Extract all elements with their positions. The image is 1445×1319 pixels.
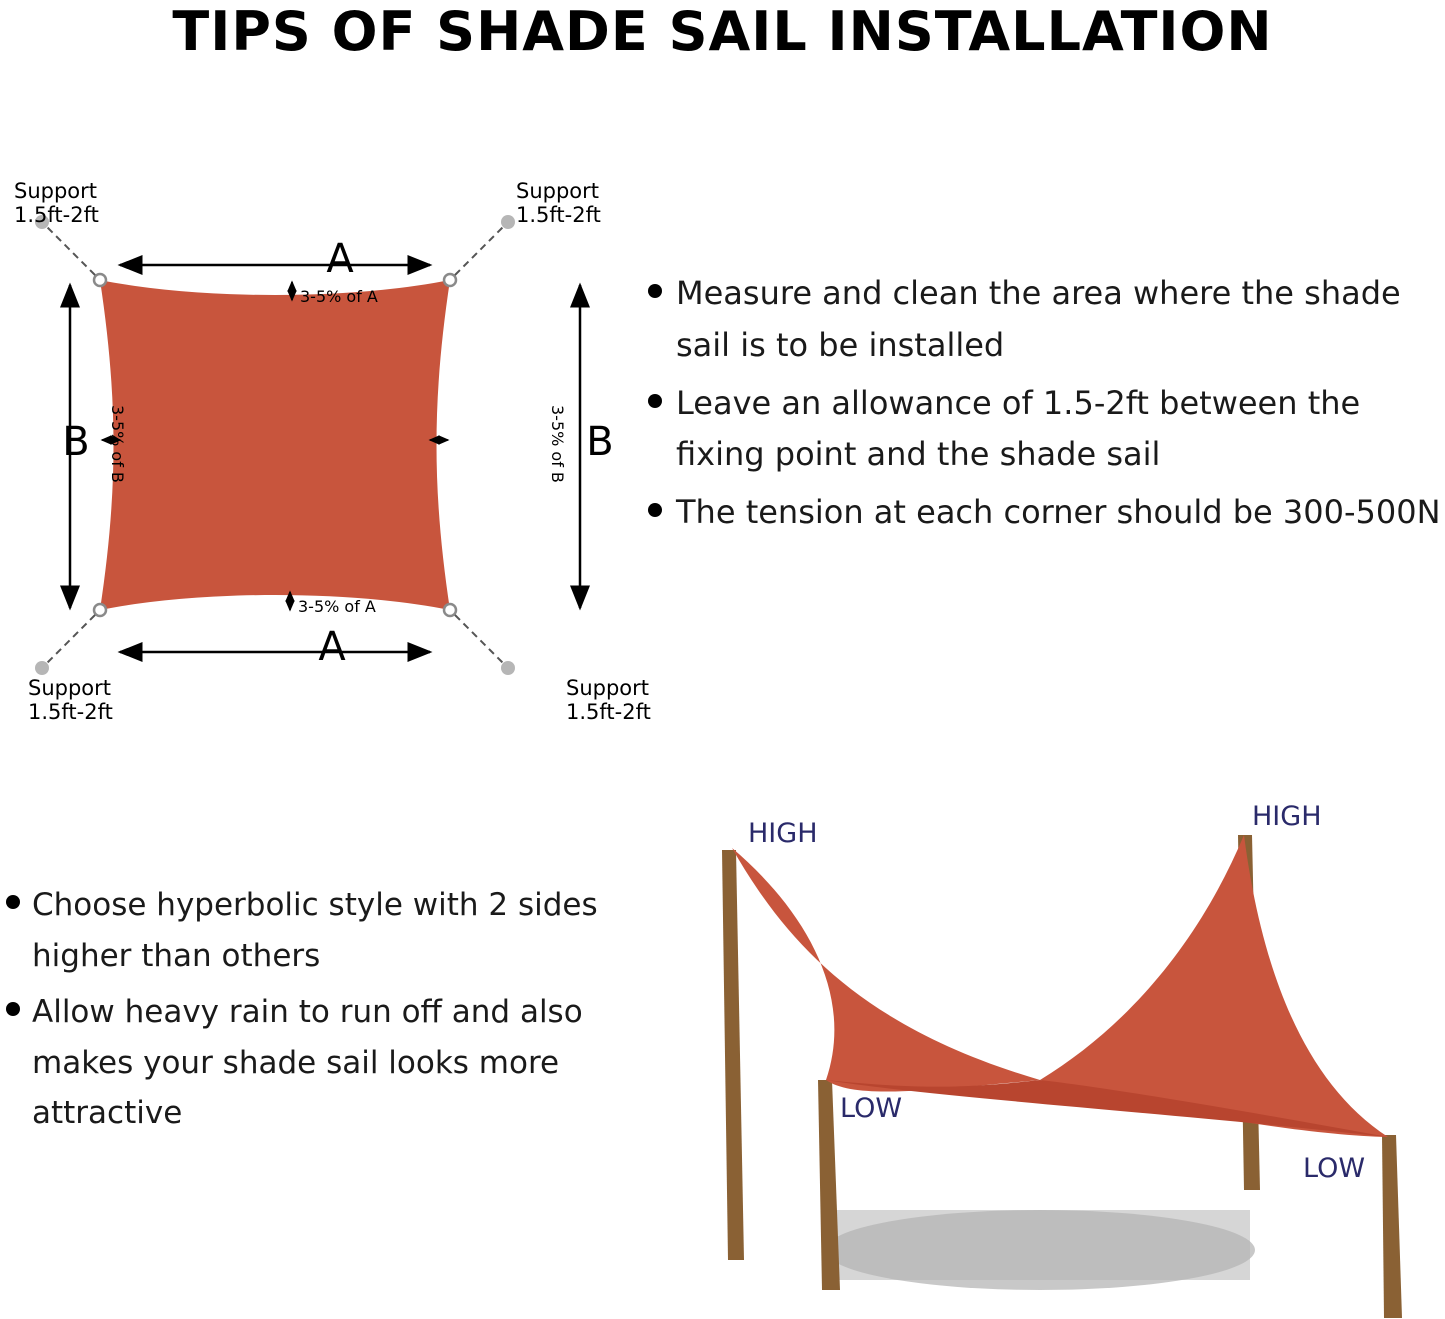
svg-text:1.5ft-2ft: 1.5ft-2ft	[14, 203, 99, 227]
support-label-bottom-left	[28, 676, 113, 724]
corner-ring-top-left	[94, 274, 106, 286]
label-bottom-a: A	[318, 624, 346, 670]
corner-ring-bottom-right	[444, 604, 456, 616]
list-item	[6, 880, 626, 981]
rectangular-sail-diagram	[0, 150, 660, 730]
bullet-icon	[648, 284, 662, 298]
bullet-icon	[6, 1002, 20, 1016]
ground-shadow-rect	[830, 1210, 1250, 1280]
corner-ring-top-right	[444, 274, 456, 286]
page-title: TIPS OF SHADE SAIL INSTALLATION	[172, 0, 1273, 63]
sail-left-lobe	[732, 848, 1040, 1092]
list-item	[648, 378, 1445, 482]
label-right-b: B	[586, 419, 614, 465]
support-line-bottom-right	[455, 615, 505, 665]
svg-text:Support: Support	[516, 179, 600, 203]
post-low-right	[1382, 1135, 1402, 1318]
support-point-bottom-right	[501, 661, 515, 675]
installation-tips-list-bottom	[6, 880, 626, 1145]
bullet-icon	[648, 503, 662, 517]
bullet-icon	[6, 895, 20, 909]
svg-text:Support: Support	[28, 676, 112, 700]
sag-label-left: 3-5% of B	[108, 405, 127, 483]
label-high-right: HIGH	[1252, 801, 1322, 832]
installation-tips-list-top	[648, 268, 1445, 545]
svg-text:Support: Support	[14, 179, 98, 203]
support-label-top-right	[516, 179, 601, 227]
label-low-right: LOW	[1303, 1153, 1366, 1184]
label-low-left: LOW	[840, 1093, 903, 1124]
svg-text:1.5ft-2ft: 1.5ft-2ft	[28, 700, 113, 724]
support-label-bottom-right	[566, 676, 651, 724]
svg-text:1.5ft-2ft: 1.5ft-2ft	[566, 700, 651, 724]
support-point-bottom-left	[35, 661, 49, 675]
sail-shape	[100, 280, 450, 610]
list-item-text: Measure and clean the area where the shade sail is to be installed	[676, 274, 1401, 364]
label-left-b: B	[62, 419, 90, 465]
label-high-left: HIGH	[748, 818, 818, 849]
list-item	[6, 987, 626, 1139]
post-high-left	[722, 850, 744, 1260]
list-item-text: The tension at each corner should be 300-500N	[676, 493, 1441, 532]
support-line-bottom-left	[45, 615, 95, 665]
list-item-text: Allow heavy rain to run off and also makes your shade sail looks more attractive	[32, 994, 583, 1132]
post-low-left	[818, 1080, 840, 1290]
sag-label-bottom: 3-5% of A	[298, 597, 376, 616]
bullet-icon	[648, 394, 662, 408]
label-top-a: A	[326, 236, 354, 282]
sag-label-right: 3-5% of B	[548, 405, 567, 483]
svg-text:Support: Support	[566, 676, 650, 700]
corner-ring-bottom-left	[94, 604, 106, 616]
hyperbolic-sail-illustration	[640, 780, 1445, 1319]
list-item	[648, 487, 1445, 539]
support-point-top-right	[501, 215, 515, 229]
list-item-text: Choose hyperbolic style with 2 sides higher than others	[32, 887, 598, 974]
svg-text:1.5ft-2ft: 1.5ft-2ft	[516, 203, 601, 227]
list-item-text: Leave an allowance of 1.5-2ft between the fixing point and the shade sail	[676, 383, 1361, 474]
support-label-top-left	[14, 179, 99, 227]
support-line-top-left	[45, 225, 95, 275]
list-item	[648, 268, 1445, 372]
sag-label-top: 3-5% of A	[300, 287, 378, 306]
support-line-top-right	[455, 225, 505, 275]
